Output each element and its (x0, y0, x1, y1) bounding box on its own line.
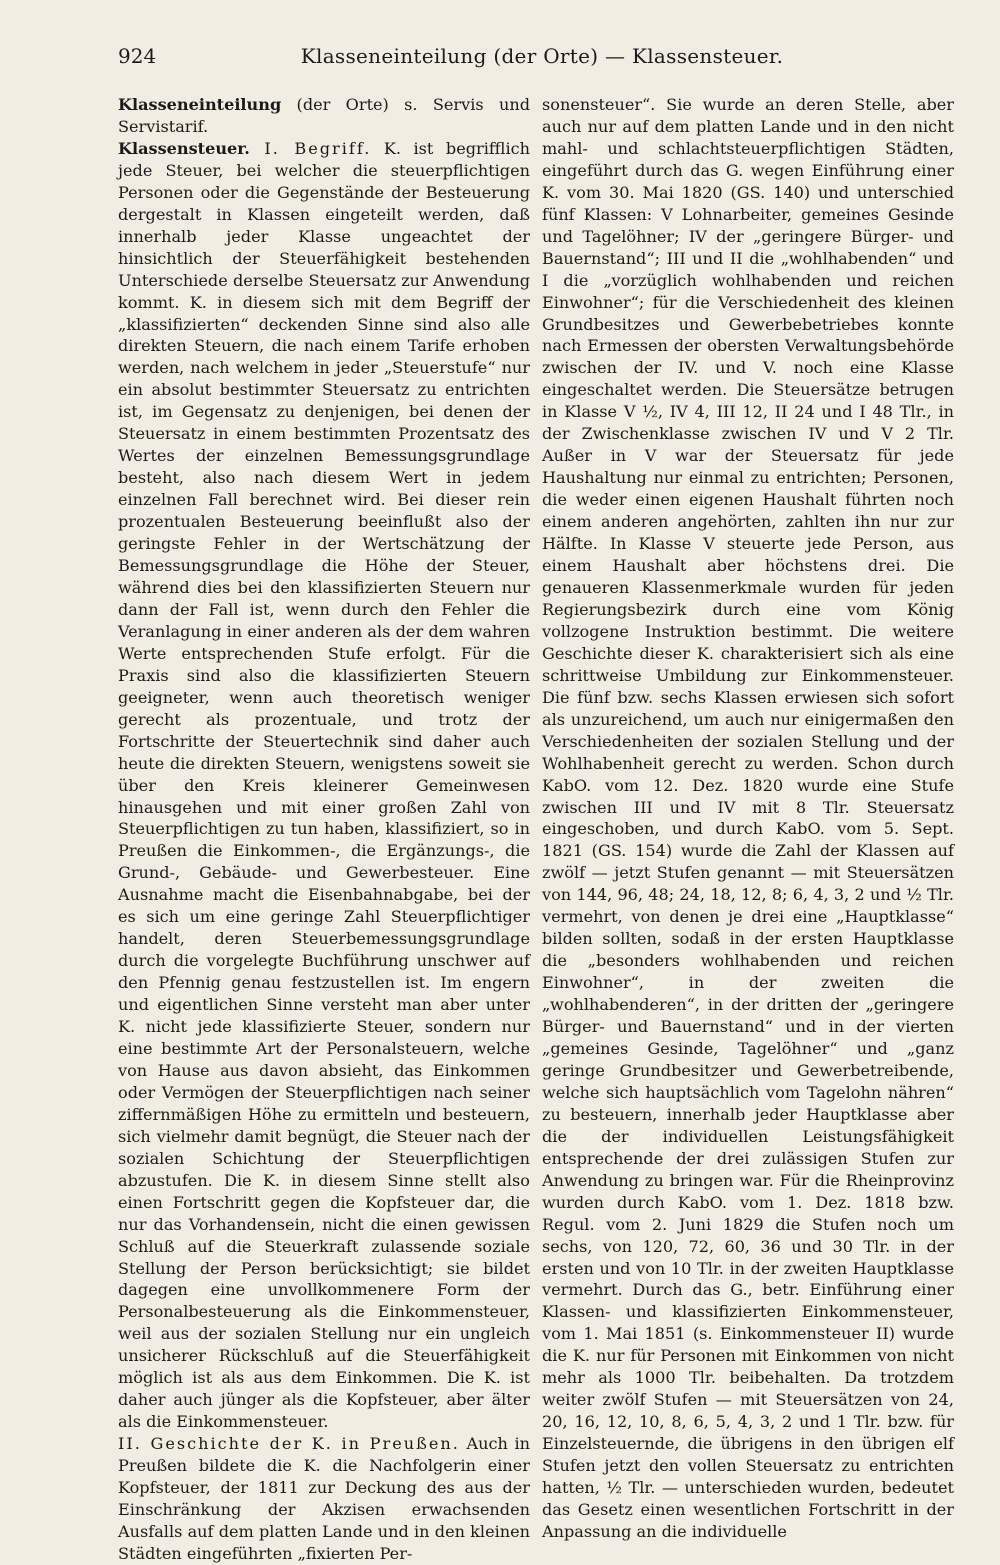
section-geschichte (118, 1433, 530, 1565)
page-number: 924 (118, 44, 157, 68)
entry-klasseneinteilung-text: (der Orte) s. Servis und Servistarif. (118, 95, 530, 136)
entry-klasseneinteilung (118, 94, 530, 138)
section-heading-begriff: I. Begriff. (249, 138, 372, 158)
left-column (118, 94, 530, 1565)
right-column-text: sonensteuer“. Sie wurde an deren Stelle, aber auch nur auf dem platten Lande und in den nicht mahl- und schlachtsteuerpflichtigen Städten, eingeführt durch das G. wegen Einführung einer K. vom 30. Mai 1820 (GS. 140) und unterschied fünf Klassen: V Lohnarbeiter, gemeines Gesinde und Tagelöhner; IV der „geringere Bürger- und Bauernstand“; III und II die „wohlhabenden“ und I die „vorzüglich wohlhabenden und reichen Einwohner“; für die Verschiedenheit des kleinen Grundbesitzes und Gewerbebetriebes konnte nach Ermessen der obersten Verwaltungsbehörde zwischen der IV. und V. noch eine Klasse eingeschaltet werden. Die Steuersätze betrugen in Klasse V ½, IV 4, III 12, II 24 und I 48 Tlr., in der Zwischenklasse zwischen IV und V 2 Tlr. Außer in V war der Steuersatz für jede Haushaltung nur einmal zu entrichten; Personen, die weder einen eigenen Haushalt führten noch einem anderen angehörten, zahlten ihn nur zur Hälfte. In Klasse V steuerte jede Person, aus einem Haushalt aber höchstens drei. Die genaueren Klassenmerkmale wurden für jeden Regierungsbezirk durch eine vom König vollzogene Instruktion bestimmt. Die weitere Geschichte dieser K. charakterisiert sich als eine schrittweise Umbildung zur Einkommensteuer. Die fünf bzw. sechs Klassen erwiesen sich sofort als unzureichend, um auch nur einigermaßen den Verschiedenheiten der sozialen Stellung und der Wohlhabenheit gerecht zu werden. Schon durch KabO. vom 12. Dez. 1820 wurde eine Stufe zwischen III und IV mit 8 Tlr. Steuersatz eingeschoben, und durch KabO. vom 5. Sept. 1821 (GS. 154) wurde die Zahl der Klassen auf zwölf — jetzt Stufen genannt — mit Steuersätzen von 144, 96, 48; 24, 18, 12, 8; 6, 4, 3, 2 und ½ Tlr. vermehrt, von denen je drei eine „Hauptklasse“ bilden sollten, sodaß in der ersten Hauptklasse die „besonders wohlhabenden und reichen Einwohner“, in der zweiten die „wohlhabenderen“, in der dritten der „geringere Bürger- und Bauernstand“ und in der vierten „gemeines Gesinde, Tagelöhner“ und „ganz geringe Grundbesitzer und Gewerbetreibende, welche sich hauptsächlich vom Tagelohn nähren“ zu besteuern, innerhalb jeder Hauptklasse aber die der individuellen Leistungsfähigkeit entsprechende der drei zulässigen Stufen zur Anwendung zu bringen war. Für die Rheinprovinz wurden durch KabO. vom 1. Dez. 1818 bzw. Regul. vom 2. Juni 1829 die Stufen noch um sechs, von 120, 72, 60, 36 und 30 Tlr. in der ersten und von 10 Tlr. in der zweiten Hauptklasse vermehrt. Durch das G., betr. Einführung einer Klassen- und klassifizierten Einkommensteuer, vom 1. Mai 1851 (s. Einkommensteuer II) wurde die K. nur für Personen mit Einkommen von nicht mehr als 1000 Tlr. beibehalten. Da trotzdem weiter zwölf Stufen — mit Steuersätzen von 24, 20, 16, 12, 10, 8, 6, 5, 4, 3, 2 und 1 Tlr. bzw. für Einzelsteuernde, die übrigens in den übrigen elf Stufen jetzt den vollen Steuersatz zu entrichten hatten, ½ Tlr. — unterschieden wurden, bedeutet das Gesetz einen wesentlichen Fortschritt in der Anpassung an die individuelle (542, 95, 954, 1541)
lemma-klassensteuer: Klassensteuer. (118, 138, 250, 158)
lemma-klasseneinteilung: Klasseneinteilung (118, 95, 282, 114)
page-header (118, 44, 966, 74)
entry-klassensteuer (118, 138, 530, 1433)
section-text-geschichte: Auch in Preußen bildete die K. die Nachfolgerin einer Kopfsteuer, der 1811 zur Deckung des aus der Einschränkung der Akzisen erwachsenden Ausfalls auf dem platten Lande und in den kleinen Städten eingeführten „fixierten Per- (118, 1434, 530, 1563)
section-heading-geschichte: II. Geschichte der K. in Preußen. (118, 1434, 460, 1454)
running-title: Klasseneinteilung (der Orte) — Klassensteuer. (300, 44, 784, 68)
right-column (542, 94, 954, 1543)
section-text-begriff: K. ist begrifflich jede Steuer, bei welcher die steuerpflichtigen Personen oder die Gegenstände der Besteuerung dergestalt in Klassen eingeteilt werden, daß innerhalb jeder Klasse ungeachtet der hinsichtlich der Steuerfähigkeit bestehenden Unterschiede derselbe Steuersatz zur Anwendung kommt. K. in diesem sich mit dem Begriff der „klassifizierten“ deckenden Sinne sind also alle direkten Steuern, die nach einem Tarife erhoben werden, nach welchem in jeder „Steuerstufe“ nur ein absolut bestimmter Steuersatz zu entrichten ist, im Gegensatz zu denjenigen, bei denen der Steuersatz in einem bestimmten Prozentsatz des Wertes der einzelnen Bemessungsgrundlage besteht, also nach diesem Wert in jedem einzelnen Fall berechnet wird. Bei dieser rein prozentualen Besteuerung beeinflußt also der geringste Fehler in der Wertschätzung der Bemessungsgrundlage die Höhe der Steuer, während dies bei den klassifizierten Steuern nur dann der Fall ist, wenn durch den Fehler die Veranlagung in einer anderen als der dem wahren Werte entsprechenden Stufe erfolgt. Für die Praxis sind also die klassifizierten Steuern geeigneter, wenn auch theoretisch weniger gerecht als prozentuale, und trotz der Fortschritte der Steuertechnik sind daher auch heute die direkten Steuern, wenigstens soweit sie über den Kreis kleinerer Gemeinwesen hinausgehen und mit einer großen Zahl von Steuerpflichtigen zu tun haben, klassifiziert, so in Preußen die Einkommen-, die Ergänzungs-, die Grund-, Gebäude- und Gewerbesteuer. Eine Ausnahme macht die Eisenbahnabgabe, bei der es sich um eine geringe Zahl Steuerpflichtiger handelt, deren Steuerbemessungsgrundlage durch die vorgelegte Buchführung unschwer auf den Pfennig genau festzustellen ist. Im engern und eigentlichen Sinne versteht man aber unter K. nicht jede klassifizierte Steuer, sondern nur eine bestimmte Art der Personalsteuern, welche von Hause aus davon absieht, das Einkommen oder Vermögen der Steuerpflichtigen nach seiner ziffernmäßigen Höhe zu ermitteln und besteuern, sich vielmehr damit begnügt, die Steuer nach der sozialen Schichtung der Steuerpflichtigen abzustufen. Die K. in diesem Sinne stellt also einen Fortschritt gegen die Kopfsteuer dar, die nur das Vorhandensein, nicht die einen gewissen Schluß auf die Steuerkraft zulassende soziale Stellung der Person berücksichtigt; sie bildet dagegen eine unvollkommenere Form der Personalbesteuerung als die Einkommensteuer, weil aus der sozialen Stellung nur ein ungleich unsicherer Rückschluß auf die Steuerfähigkeit möglich ist als aus dem Einkommen. Die K. ist daher auch jünger als die Kopfsteuer, aber älter als die Einkommensteuer. (118, 138, 530, 1432)
